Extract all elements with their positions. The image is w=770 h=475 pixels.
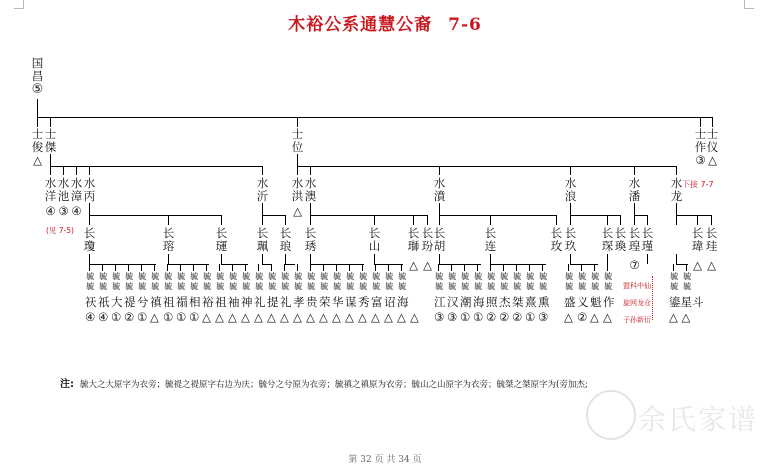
gen5-prefix: 毓毓 — [138, 272, 147, 291]
watermark — [586, 388, 758, 450]
gen5-name: 禢 — [176, 295, 188, 309]
annotation-bracket — [652, 276, 662, 320]
gen5-name: 禔 — [124, 295, 136, 309]
note-text: 毓大之大原字为衣旁；毓禔之禔原字右边为庆；毓兮之兮原为衣旁；毓禛之禛原为衣旁；毓山之山原字为衣旁；毓桀之桀原字为(旁加杰; — [80, 380, 588, 390]
gen5-tick — [193, 264, 194, 271]
gen5-name: 义 — [577, 295, 589, 309]
gen5-mark: ① — [189, 310, 200, 324]
gen2-mark: △ — [708, 153, 717, 167]
gen5-name: 诏 — [384, 295, 396, 309]
gen5-tick — [529, 264, 530, 271]
title-code: 7-6 — [448, 15, 482, 35]
gen5-mark: △ — [267, 310, 276, 324]
gen3-person: 水潘 — [628, 176, 641, 203]
gen5-tick — [115, 264, 116, 271]
gen4-mark: ⑦ — [629, 258, 640, 272]
gen5-name: 礼 — [280, 295, 292, 309]
gen5-prefix: 毓毓 — [307, 272, 316, 291]
gen5-name: 谋 — [345, 295, 357, 309]
gen5-name: 江 — [434, 295, 446, 309]
gen4-person: 长琅 — [279, 226, 292, 253]
gen5-name: 兮 — [137, 295, 149, 309]
gen5-prefix: 毓毓 — [461, 272, 470, 291]
gen5-name: 华 — [332, 295, 344, 309]
gen5-mark: △ — [384, 310, 393, 324]
gen5-mark: ① — [111, 310, 122, 324]
gen5-mark: ① — [460, 310, 471, 324]
gen5-prefix: 毓毓 — [229, 272, 238, 291]
gen5-tick — [219, 264, 220, 271]
gen5-tick — [594, 264, 595, 271]
gen5-tick — [180, 264, 181, 271]
gen5-tick — [232, 264, 233, 271]
gen5-name: 大 — [111, 295, 123, 309]
gen4-person: 长山 — [368, 226, 381, 253]
gen3-mark: △ — [293, 204, 302, 218]
gen5-tick — [477, 264, 478, 271]
gen5-prefix: 毓毓 — [125, 272, 134, 291]
gen5-tick — [258, 264, 259, 271]
gen5-tick — [167, 264, 168, 271]
gen3-person: 水沂 — [256, 176, 269, 203]
gen5-tick — [542, 264, 543, 271]
gen5-name: 熏 — [538, 295, 550, 309]
gen5-name: 相 — [189, 295, 201, 309]
gen5-tick — [362, 264, 363, 271]
gen4-person: 长琇 — [304, 226, 317, 253]
gen4-person: 长珪 — [705, 226, 718, 253]
gen5-tick — [451, 264, 452, 271]
transfer-note: 下接 7-7 — [682, 180, 714, 189]
root-name: 国昌 — [31, 56, 44, 83]
gen3-person: 水濆 — [433, 176, 446, 203]
gen3-person: 水洪 — [291, 176, 304, 203]
gen5-prefix: 毓毓 — [435, 272, 444, 291]
gen5-mark: ③ — [538, 310, 549, 324]
gen5-name: 秀 — [358, 295, 370, 309]
gen5-prefix: 毓毓 — [268, 272, 277, 291]
gen3-person: 水浪 — [564, 176, 577, 203]
gen5-prefix: 毓毓 — [578, 272, 587, 291]
gen4-person: 长珮 — [256, 226, 269, 253]
gen5-prefix: 毓毓 — [372, 272, 381, 291]
gen5-mark: △ △ — [669, 310, 691, 324]
gen5-mark: ② — [486, 310, 497, 324]
gen5-tick — [388, 264, 389, 271]
gen5-prefix: 毓毓 — [591, 272, 600, 291]
gen5-name: 祆 — [85, 295, 97, 309]
gen5-mark: ③ — [434, 310, 445, 324]
gen5-name: 照 — [486, 295, 498, 309]
gen5-prefix: 毓毓 — [474, 272, 483, 291]
gen5-name: 贵 — [306, 295, 318, 309]
gen5-mark: △ — [228, 310, 237, 324]
red-annotation: 子孙新衍 — [623, 316, 651, 324]
gen5-tick — [323, 264, 324, 271]
gen5-tick — [102, 264, 103, 271]
gen5-mark: ② — [124, 310, 135, 324]
watermark-text: 余氏家谱 — [638, 403, 759, 436]
gen5-prefix: 毓毓 — [164, 272, 173, 291]
gen5-name: 熹 — [525, 295, 537, 309]
gen5-mark: ② — [499, 310, 510, 324]
gen5-prefix: 毓毓 — [190, 272, 199, 291]
gen5-prefix: 毓毓 — [242, 272, 251, 291]
gen5-name: 桀 — [512, 295, 524, 309]
gen5-tick — [245, 264, 246, 271]
gen5-tick — [464, 264, 465, 271]
gen3-person: 水池 — [57, 176, 70, 203]
gen4-person: 长胡 — [433, 226, 446, 253]
gen2-person: 士傑 — [44, 127, 57, 154]
gen4-person: 长玢 — [421, 226, 434, 253]
gen5-prefix: 毓毓 — [294, 272, 303, 291]
gen5-mark: △ — [254, 310, 263, 324]
gen5-tick — [375, 264, 376, 271]
gen3-mark: ③ — [58, 204, 69, 218]
gen5-tick — [349, 264, 350, 271]
gen5-name: 海 — [473, 295, 485, 309]
gen5-mark: △ — [358, 310, 367, 324]
gen5-mark: ② — [512, 310, 523, 324]
gen5-name: 魁 — [590, 295, 602, 309]
gen5-mark: △ — [215, 310, 224, 324]
gen5-prefix: 毓毓 — [203, 272, 212, 291]
gen5-name: 杰 — [499, 295, 511, 309]
gen5-mark: △ — [397, 310, 406, 324]
gen4-person: 长瓊 — [83, 226, 96, 253]
gen5-name: 海 — [397, 295, 409, 309]
gen5-tick — [607, 264, 608, 271]
gen5-name: 鎏星斗 — [669, 295, 704, 309]
gen5-mark: △ — [603, 310, 612, 324]
gen3-person: 水澳 — [304, 176, 317, 203]
gen5-mark: △ — [332, 310, 341, 324]
gen5-prefix: 毓毓 — [281, 272, 290, 291]
gen2-person: 士作 — [694, 127, 707, 154]
gen5-tick — [297, 264, 298, 271]
gen5-prefix: 毓毓 — [346, 272, 355, 291]
gen5-name: 作 — [603, 295, 615, 309]
gen2-mark: △ — [33, 153, 42, 167]
gen5-mark: △ — [293, 310, 302, 324]
gen5-prefix: 毓毓 — [151, 272, 160, 291]
gen5-prefix: 毓毓 — [448, 272, 457, 291]
gen2-mark: ③ — [695, 153, 706, 167]
gen5-mark: △ — [319, 310, 328, 324]
gen5-name: 盛 — [564, 295, 576, 309]
gen5-mark: ① — [525, 310, 536, 324]
gen5-tick — [154, 264, 155, 271]
gen4-person: 长瑋 — [691, 226, 704, 253]
gen5-prefix: 毓毓 — [526, 272, 535, 291]
gen5-name: 祇 — [98, 295, 110, 309]
gen5-prefix: 毓毓 — [359, 272, 368, 291]
gen5-name: 汉 — [447, 295, 459, 309]
gen5-tick — [516, 264, 517, 271]
gen4-person: 长瑍 — [614, 226, 627, 253]
gen5-prefix: 毓毓 — [565, 272, 574, 291]
gen3-person: 水洋 — [44, 176, 57, 203]
gen5-mark: △ — [280, 310, 289, 324]
gen2-person: 士仪 — [706, 127, 719, 154]
gen5-tick — [284, 264, 285, 271]
gen4-person: 长玫 — [550, 226, 563, 253]
gen4-mark: △ — [423, 258, 432, 272]
red-annotation: 盟科中仙 — [623, 282, 651, 290]
gen5-name: 荣 — [319, 295, 331, 309]
gen5-prefix: 毓毓 — [86, 272, 95, 291]
gen5-prefix: 毓毓 — [604, 272, 613, 291]
gen5-tick — [206, 264, 207, 271]
gen5-mark: △ — [202, 310, 211, 324]
gen5-prefix: 毓毓 — [333, 272, 342, 291]
gen5-prefix: 毓毓 — [670, 272, 679, 291]
note-label: 注: — [60, 379, 74, 390]
gen3-mark: ④ — [45, 204, 56, 218]
gen5-tick — [581, 264, 582, 271]
gen5-tick — [686, 264, 687, 271]
gen5-name: 礼 — [254, 295, 266, 309]
gen5-prefix: 毓毓 — [112, 272, 121, 291]
gen5-prefix: 毓毓 — [683, 272, 692, 291]
gen5-name: 禛 — [150, 295, 162, 309]
gen5-tick — [490, 264, 491, 271]
gen4-mark: △ — [707, 258, 716, 272]
gen5-prefix: 毓毓 — [385, 272, 394, 291]
gen5-name: 富 — [371, 295, 383, 309]
red-annotation: 旋网龙仓 — [623, 299, 651, 307]
gen4-person: 长璭 — [215, 226, 228, 253]
gen5-prefix: 毓毓 — [177, 272, 186, 291]
gen5-tick — [336, 264, 337, 271]
gen5-name: 提 — [267, 295, 279, 309]
gen5-prefix: 毓毓 — [216, 272, 225, 291]
gen5-prefix: 毓毓 — [500, 272, 509, 291]
gen5-tick — [141, 264, 142, 271]
see-note: (见 7-5) — [46, 226, 74, 235]
gen5-mark: ① — [163, 310, 174, 324]
gen5-name: 潮 — [460, 295, 472, 309]
gen5-prefix: 毓毓 — [99, 272, 108, 291]
gen5-name: 神 — [241, 295, 253, 309]
gen4-person: 长连 — [484, 226, 497, 253]
root-mark: ⑤ — [31, 82, 44, 97]
gen5-mark: △ — [410, 310, 419, 324]
gen4-person: 长瑢 — [162, 226, 175, 253]
watermark-seal-icon — [586, 390, 636, 440]
gen4-person: 长琛 — [601, 226, 614, 253]
gen5-tick — [568, 264, 569, 271]
gen2-person: 士俊 — [31, 127, 44, 154]
gen5-tick — [438, 264, 439, 271]
gen5-mark: ① — [137, 310, 148, 324]
gen5-mark: △ — [150, 310, 159, 324]
gen5-prefix: 毓毓 — [255, 272, 264, 291]
gen4-mark: △ — [693, 258, 702, 272]
gen5-mark: △ — [564, 310, 573, 324]
gen3-person: 水丙 — [83, 176, 96, 203]
gen5-name: 孝 — [293, 295, 305, 309]
gen5-mark: ④ — [98, 310, 109, 324]
gen5-prefix: 毓毓 — [539, 272, 548, 291]
gen5-mark: △ — [306, 310, 315, 324]
gen5-prefix: 毓毓 — [320, 272, 329, 291]
footnote — [60, 375, 588, 390]
gen5-mark: ② — [577, 310, 588, 324]
page-number: 第 32 页 共 34 页 — [348, 455, 422, 465]
gen2-person: 士位 — [291, 127, 304, 154]
gen5-mark: △ — [590, 310, 599, 324]
gen3-mark: ④ — [71, 204, 82, 218]
title-text: 木裕公系通慧公裔 — [288, 15, 433, 35]
gen5-tick — [128, 264, 129, 271]
gen4-mark: △ — [409, 258, 418, 272]
gen5-mark: △ — [371, 310, 380, 324]
gen5-mark: ③ — [447, 310, 458, 324]
gen5-tick — [310, 264, 311, 271]
gen4-person: 长瑝 — [628, 226, 641, 253]
gen5-tick — [271, 264, 272, 271]
gen5-prefix: 毓毓 — [398, 272, 407, 291]
gen5-name: 祖 — [215, 295, 227, 309]
gen3-person: 水漳 — [70, 176, 83, 203]
gen5-prefix: 毓毓 — [513, 272, 522, 291]
gen5-tick — [89, 264, 90, 271]
gen5-tick — [401, 264, 402, 271]
gen5-name: 裕 — [202, 295, 214, 309]
gen5-tick — [503, 264, 504, 271]
gen5-name: 袖 — [228, 295, 240, 309]
gen4-person: 长瑡 — [407, 226, 420, 253]
gen4-person: 长玖 — [564, 226, 577, 253]
gen5-mark: ④ — [85, 310, 96, 324]
gen5-mark: △ — [241, 310, 250, 324]
gen3-person: 水龙 — [670, 176, 683, 203]
gen5-mark: ① — [176, 310, 187, 324]
gen5-name: 祖 — [163, 295, 175, 309]
gen4-person: 长瑾 — [641, 226, 654, 253]
gen5-prefix: 毓毓 — [487, 272, 496, 291]
gen5-tick — [673, 264, 674, 271]
gen5-mark: ① — [473, 310, 484, 324]
gen5-mark: △ — [345, 310, 354, 324]
